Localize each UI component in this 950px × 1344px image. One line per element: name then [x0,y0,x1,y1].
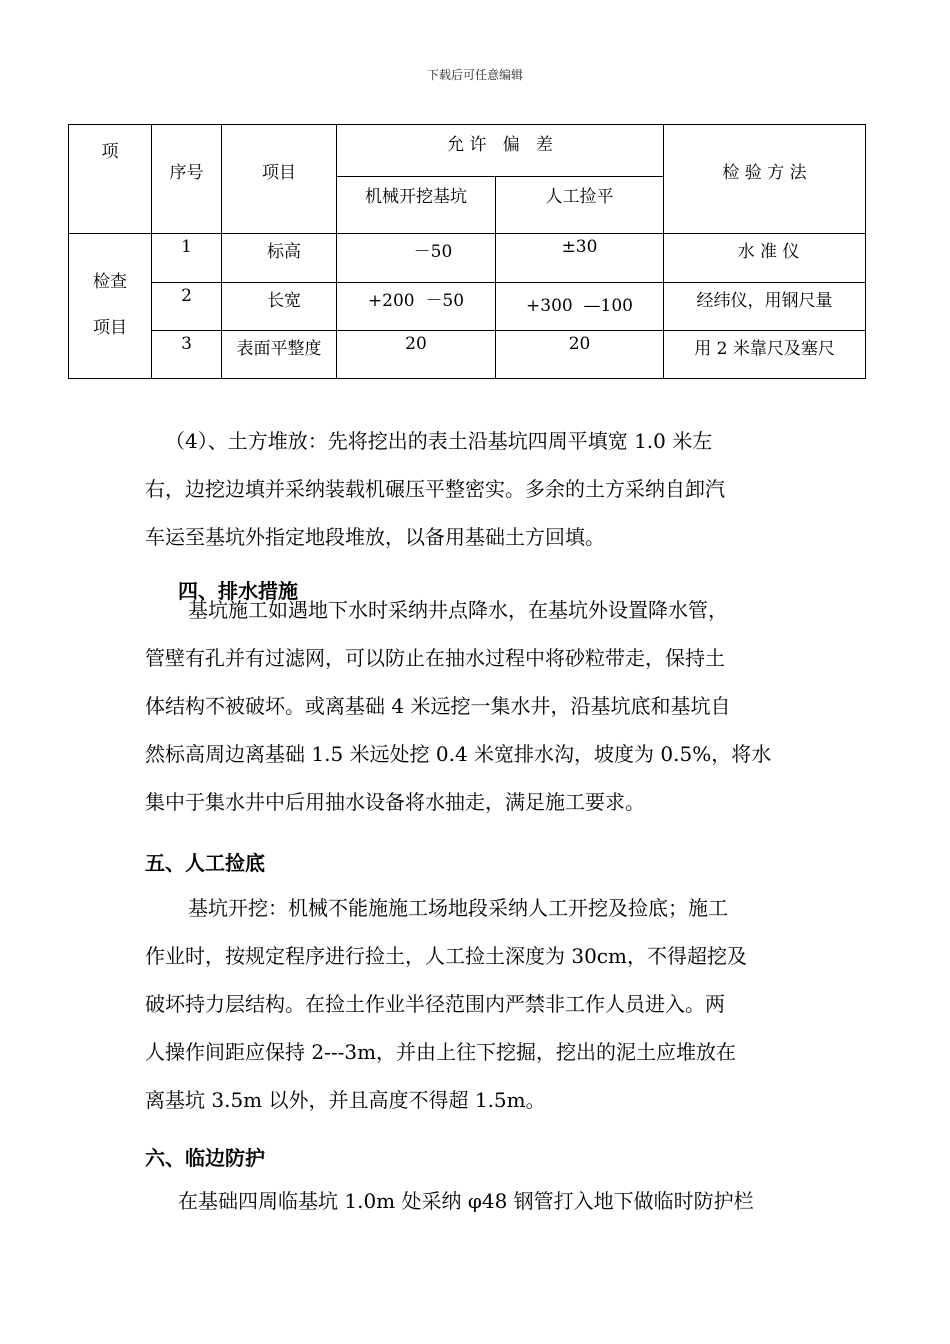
table-row-2-manual [496,283,664,331]
group-label-line1: 检查 [93,272,127,292]
table-row-3-seq [152,331,222,379]
table-row-1-mech [337,234,496,283]
text-line: （4）、土方堆放：先将挖出的表土沿基坑四周平填宽 1.0 米左 [165,429,713,453]
manual-value: +300 —100 [526,296,633,316]
seq-value: 1 [181,237,192,257]
table-row-1-manual [496,234,664,283]
section-heading-edge-protection: 六、临边防护 [145,1146,265,1170]
mech-value: －50 [413,242,453,262]
section-heading-manual-leveling: 五、人工捡底 [145,851,265,875]
header-xiang: 项 [101,142,119,162]
header-method-cell [664,125,866,234]
header-seq-cell [152,125,222,234]
item-value: 标高 [267,242,301,262]
header-method: 检 验 方 法 [722,163,807,183]
header-item: 项目 [262,163,296,183]
text-line: 车运至基坑外指定地段堆放，以备用基础土方回填。 [145,525,605,549]
manual-value: ±30 [561,237,598,257]
text-line: 离基坑 3.5m 以外，并且高度不得超 1.5m。 [145,1088,546,1112]
table-row-2-item [222,283,337,331]
text-line: 然标高周边离基础 1.5 米远处挖 0.4 米宽排水沟，坡度为 0.5%，将水 [145,742,772,766]
page-header-note: 下载后可任意编辑 [426,68,523,82]
text-line: 右，边挖边填并采纳装载机碾压平整密实。多余的土方采纳自卸汽 [145,477,725,501]
paragraph-soil-stacking [145,417,820,561]
text-line: 人操作间距应保持 2---3m，并由上往下挖掘，挖出的泥土应堆放在 [145,1040,737,1064]
group-label-cell [69,234,152,379]
table-row-3-method [664,331,866,379]
item-value: 表面平整度 [236,339,322,359]
section-heading-drainage: 四、排水措施 [178,579,298,603]
table-row-3-mech [337,331,496,379]
table-row-1-method [664,234,866,283]
text-line: 破坏持力层结构。在捡土作业半径范围内严禁非工作人员进入。两 [145,992,725,1016]
text-line: 基坑施工如遇地下水时采纳井点降水，在基坑外设置降水管， [188,598,728,622]
inspection-table [68,124,866,379]
table-row-2-seq [152,283,222,331]
manual-value: 20 [568,334,591,354]
table-row-3-item [222,331,337,379]
header-xiang-cell [69,125,152,234]
text-line: 集中于集水井中后用抽水设备将水抽走，满足施工要求。 [145,790,645,814]
table-row-3-manual [496,331,664,379]
table-row-2-mech [337,283,496,331]
text-line: 作业时，按规定程序进行捡土，人工捡土深度为 30cm，不得超挖及 [145,944,747,968]
table-row-1-item [222,234,337,283]
text-line: 在基础四周临基坑 1.0m 处采纳 φ48 钢管打入地下做临时防护栏 [178,1189,754,1213]
text-line: 管壁有孔并有过滤网，可以防止在抽水过程中将砂粒带走，保持土 [145,646,725,670]
header-manual: 人工捡平 [545,187,614,207]
method-value: 用 2 米靠尺及塞尺 [694,339,835,359]
header-manual-cell [496,177,664,234]
text-line: 基坑开挖：机械不能施施工场地段采纳人工开挖及捡底；施工 [188,896,728,920]
header-item-cell [222,125,337,234]
text-line: 体结构不被破坏。或离基础 4 米远挖一集水井，沿基坑底和基坑自 [145,694,731,718]
header-mech: 机械开挖基坑 [365,187,467,207]
table-row-2-method [664,283,866,331]
table-row-1-seq [152,234,222,283]
header-seq: 序号 [169,163,204,183]
mech-value: +200 －50 [367,291,465,311]
seq-value: 3 [181,334,192,354]
header-tolerance: 允 许 偏 差 [447,135,553,155]
method-value: 水 准 仪 [737,242,800,262]
group-label-line2: 项目 [93,318,127,338]
paragraph-edge-protection [145,1177,820,1225]
mech-value: 20 [405,334,427,354]
item-value: 长宽 [267,291,301,311]
paragraph-manual-leveling [145,884,820,1124]
seq-value: 2 [181,286,192,306]
method-value: 经纬仪，用钢尺量 [696,291,833,311]
header-mech-cell [337,177,496,234]
paragraph-drainage [145,586,820,826]
header-tolerance-cell [337,125,664,177]
